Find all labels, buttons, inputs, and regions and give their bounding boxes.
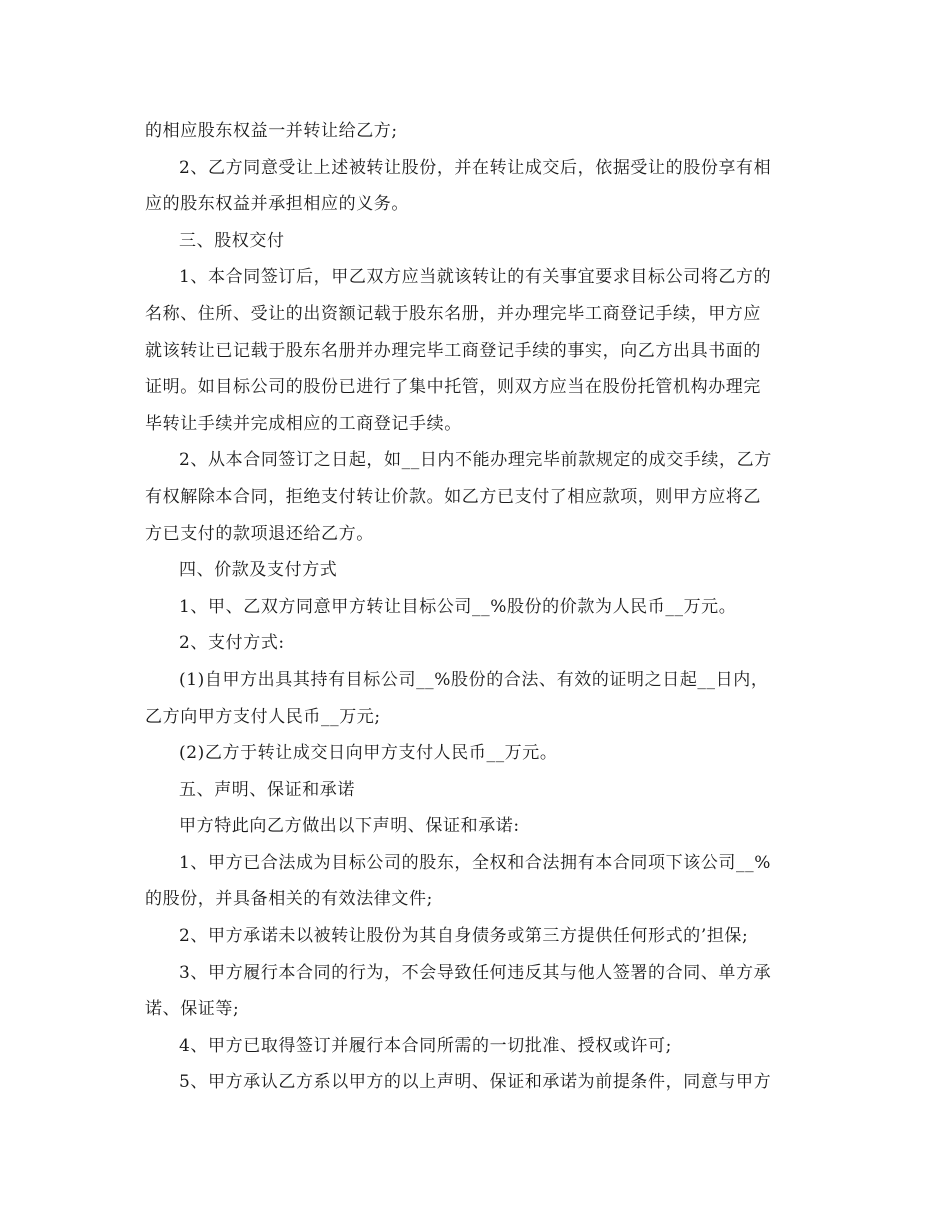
document-line: 的相应股东权益一并转让给乙方;	[145, 121, 398, 141]
document-line: 四、价款及支付方式	[179, 560, 338, 581]
document-line: (2)乙方于转让成交日向甲方支付人民币__万元。	[179, 743, 558, 764]
document-line: 五、声明、保证和承诺	[179, 779, 355, 800]
document-line: 2、支付方式:	[179, 633, 285, 654]
document-line: 三、股权交付	[179, 230, 285, 251]
document-line: 2、甲方承诺未以被转让股份为其自身债务或第三方提供任何形式的’担保;	[179, 926, 749, 947]
document-line: 1、甲方已合法成为目标公司的股东，全权和合法拥有本合同项下该公司__%	[179, 852, 771, 873]
document-line: 甲方特此向乙方做出以下声明、保证和承诺:	[179, 816, 520, 837]
document-line: 4、甲方已取得签订并履行本合同所需的一切批准、授权或许可;	[179, 1035, 672, 1056]
document-line: 应的股东权益并承担相应的义务。	[145, 194, 409, 215]
document-line: 2、从本合同签订之日起，如__日内不能办理完毕前款规定的成交手续，乙方	[179, 450, 772, 471]
document-line: 乙方向甲方支付人民币__万元;	[145, 706, 381, 727]
document-line: 1、甲、乙双方同意甲方转让目标公司__%股份的价款为人民币__万元。	[179, 596, 737, 617]
document-body	[145, 113, 810, 1101]
document-line: 2、乙方同意受让上述被转让股份，并在转让成交后，依据受让的股份享有相	[179, 157, 772, 178]
document-line: 毕转让手续并完成相应的工商登记手续。	[145, 413, 462, 434]
document-line: 就该转让已记载于股东名册并办理完毕工商登记手续的事实，向乙方出具书面的	[145, 340, 761, 361]
document-line: 有权解除本合同，拒绝支付转让价款。如乙方已支付了相应款项，则甲方应将乙	[145, 486, 761, 507]
document-line: 诺、保证等;	[145, 999, 240, 1020]
document-line: 5、甲方承认乙方系以甲方的以上声明、保证和承诺为前提条件，同意与甲方	[179, 1072, 772, 1093]
document-line: (1)自甲方出具其持有目标公司__%股份的合法、有效的证明之日起__日内，	[179, 669, 769, 690]
document-line: 1、本合同签订后，甲乙双方应当就该转让的有关事宜要求目标公司将乙方的	[179, 267, 772, 288]
document-line: 证明。如目标公司的股份已进行了集中托管，则双方应当在股份托管机构办理完	[145, 377, 761, 398]
document-line: 3、甲方履行本合同的行为，不会导致任何违反其与他人签署的合同、单方承	[179, 962, 772, 983]
document-line: 名称、住所、受让的出资额记载于股东名册，并办理完毕工商登记手续，甲方应	[145, 303, 761, 324]
document-line: 方已支付的款项退还给乙方。	[145, 523, 374, 544]
document-line: 的股份，并具备相关的有效法律文件;	[145, 889, 433, 910]
